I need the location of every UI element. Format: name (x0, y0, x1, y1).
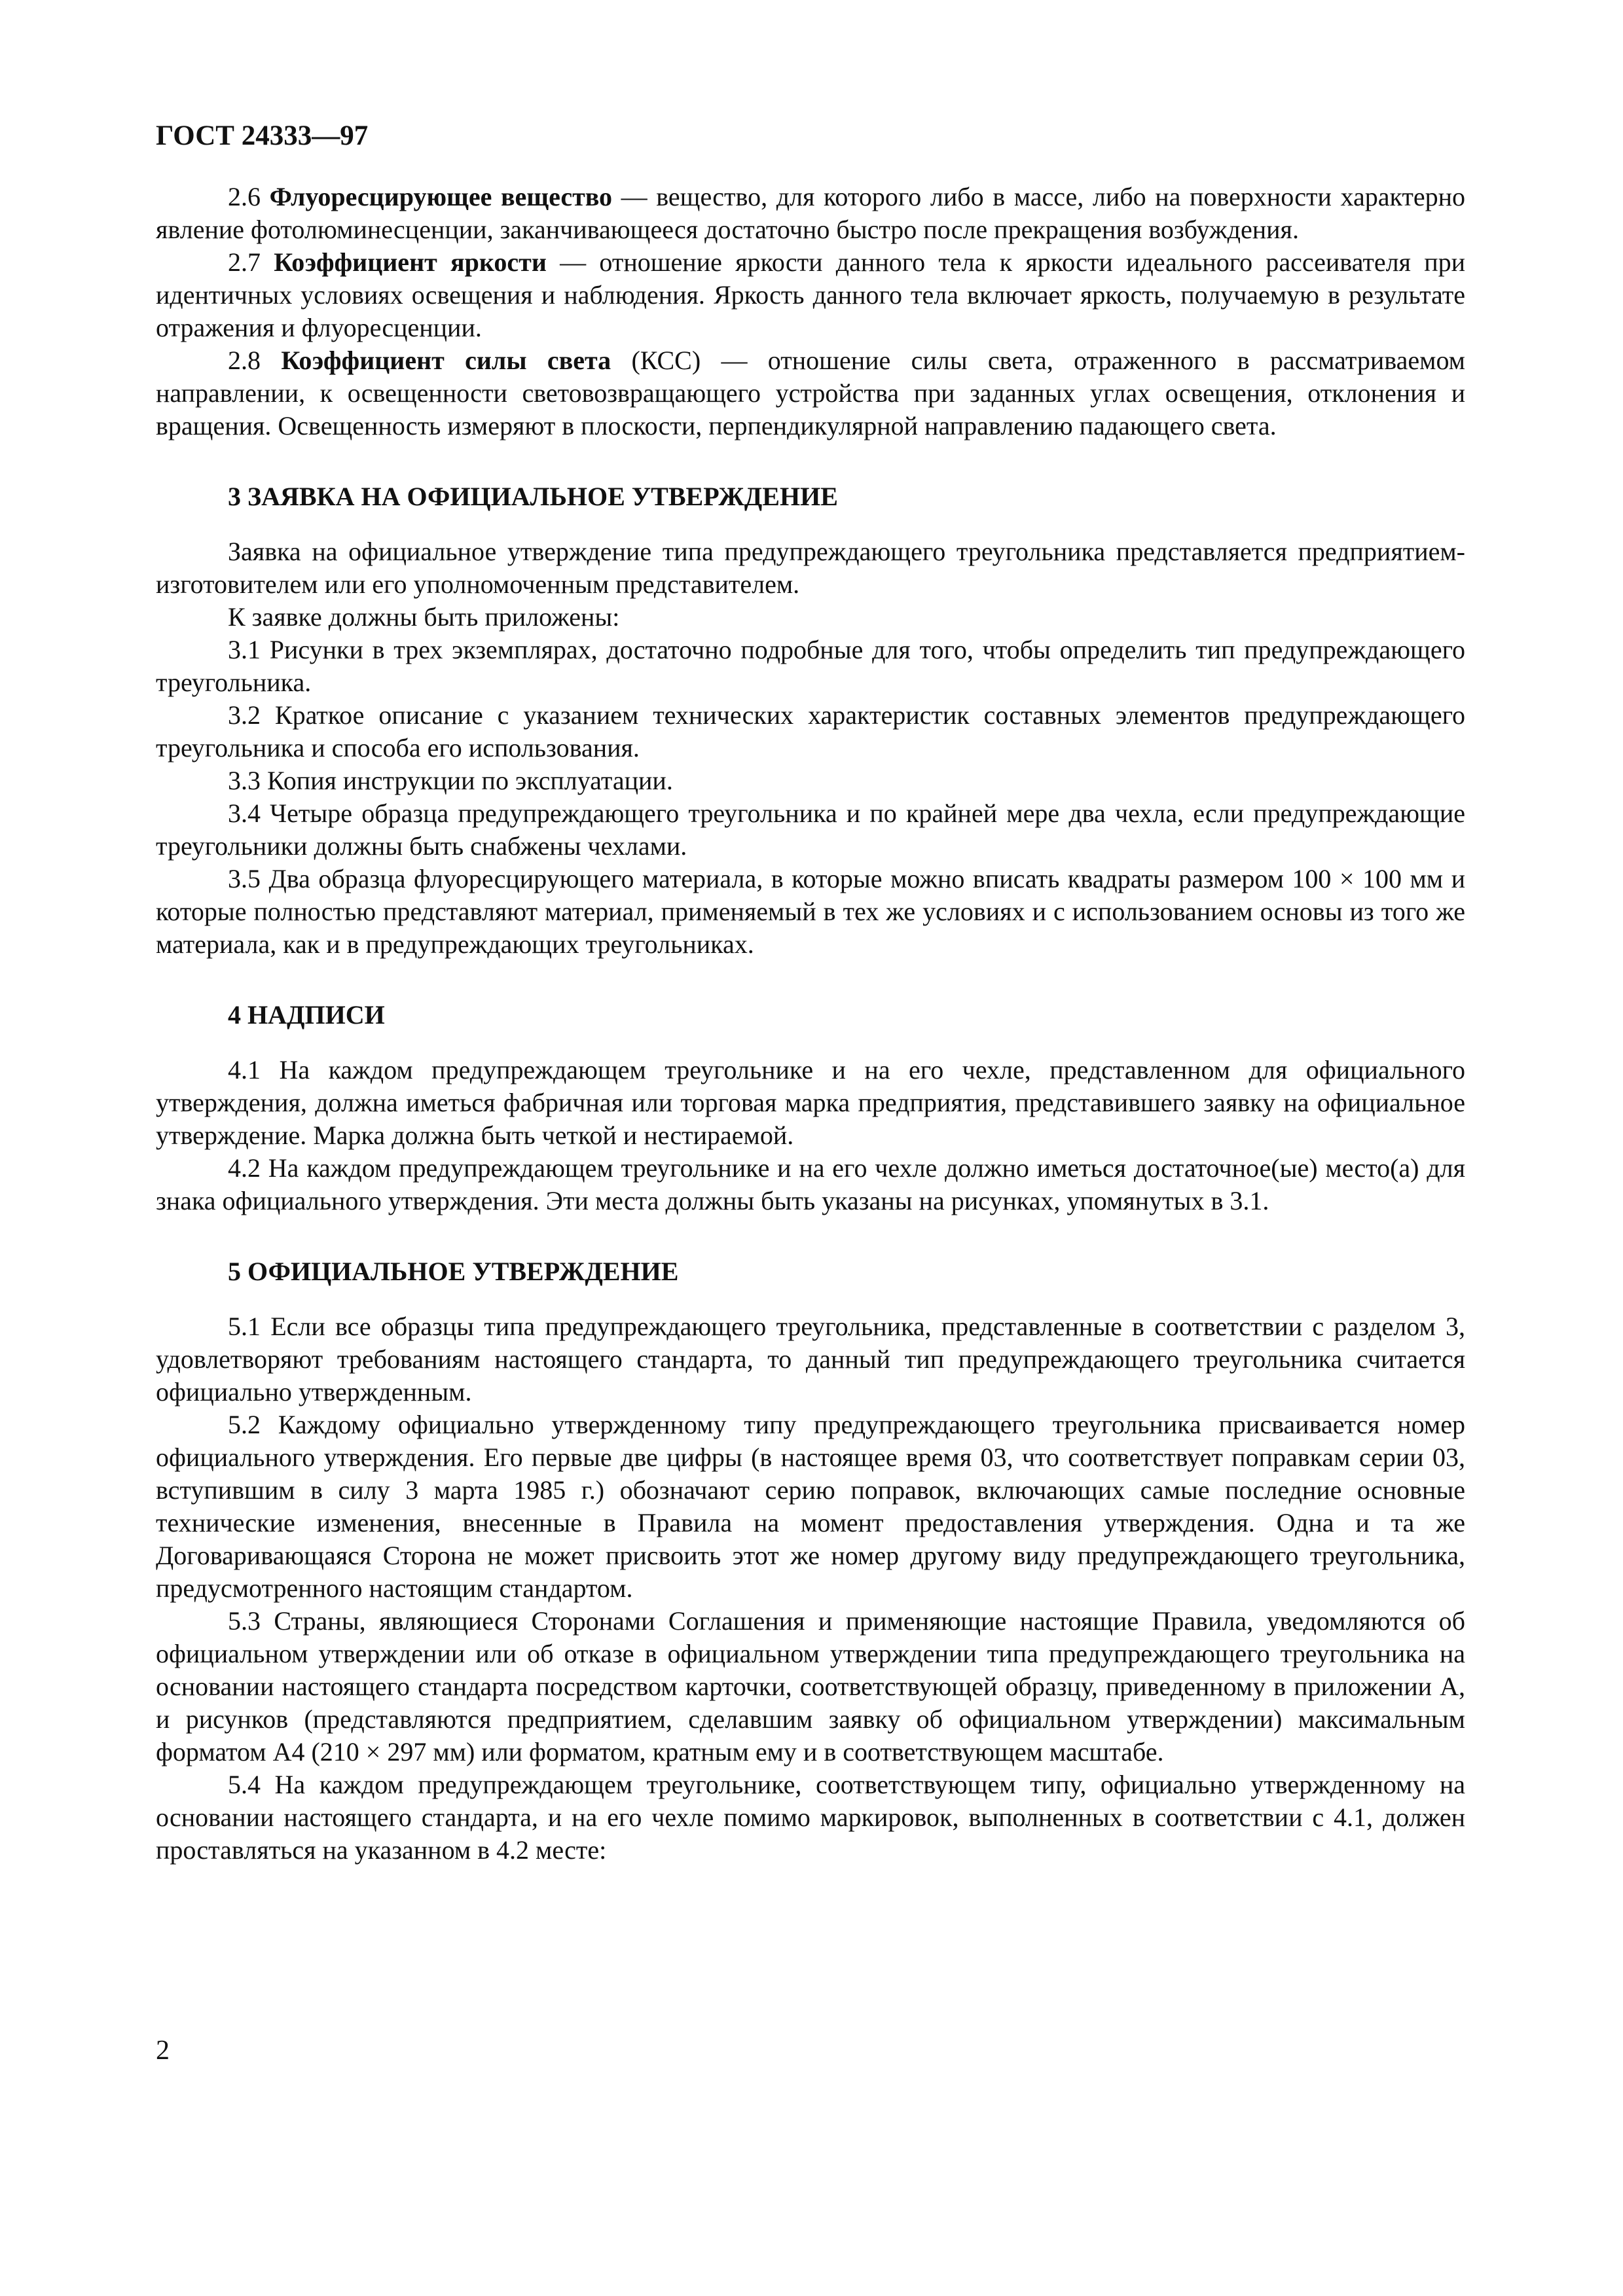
standard-designation: ГОСТ 24333—97 (156, 120, 369, 151)
definition-text: — вещество, для которого либо в массе, либо на поверхности характерно явление фотолюминесценции, заканчивающееся достаточно быстро после прекращения возбуждения. (156, 182, 1465, 244)
definition-text: (КСС) — отношение силы света, отраженного в рассматриваемом направлении, к освещенности световозвращающего устройства при заданных углах освещения, отклонения и вращения. Освещенность измеряют в плоскости, перпендикулярной направлению падающего света. (156, 346, 1465, 440)
definition-term: Коэффициент яркости (274, 247, 547, 277)
definition-2-6 (156, 181, 1465, 246)
document-page (156, 118, 1465, 1867)
section-paragraph: К заявке должны быть приложены: (228, 602, 620, 632)
clause-3-3: 3.3 Копия инструкции по эксплуатации. (228, 766, 673, 795)
definition-text: — отношение яркости данного тела к яркости идеального рассеивателя при идентичных условиях освещения и наблюдения. Яркость данного тела включает яркость, получаемую в результате отражения и флуоресценции. (156, 247, 1465, 342)
section-5-title: 5 ОФИЦИАЛЬНОЕ УТВЕРЖДЕНИЕ (228, 1257, 679, 1286)
definition-term: Флуоресцирующее вещество (269, 182, 613, 211)
clause-3-1: 3.1 Рисунки в трех экземплярах, достаточно подробные для того, чтобы определить тип предупреждающего треугольника. (156, 635, 1465, 697)
page-number: 2 (156, 2036, 170, 2066)
clause-4-1: 4.1 На каждом предупреждающем треугольнике и на его чехле, представленном для официального утверждения, должна иметься фабричная или торговая марка предприятия, представившего заявку на официальное утверждение. Марка должна быть четкой и нестираемой. (156, 1055, 1465, 1150)
definition-number: 2.6 (228, 182, 261, 211)
clause-5-1: 5.1 Если все образцы типа предупреждающего треугольника, представленные в соответствии с разделом 3, удовлетворяют требованиям настоящего стандарта, то данный тип предупреждающего треугольника считается официально утвержденным. (156, 1312, 1465, 1407)
definitions-block (156, 181, 1465, 442)
section-4-body (156, 1054, 1465, 1217)
clause-3-4: 3.4 Четыре образца предупреждающего треугольника и по крайней мере два чехла, если предупреждающие треугольники должны быть снабжены чехлами. (156, 798, 1465, 861)
clause-5-2: 5.2 Каждому официально утвержденному типу предупреждающего треугольника присваивается номер официального утверждения. Его первые две цифры (в настоящее время 03, что соответствует поправкам серии 03, вступившим в силу 3 марта 1985 г.) обозначают серию поправок, включающих самые последние основные технические изменения, внесенные в Правила на момент предоставления утверждения. Одна и та же Договаривающаяся Сторона не может присвоить этот же номер другому виду предупреждающего треугольника, предусмотренного настоящим стандартом. (156, 1410, 1465, 1603)
clause-4-2: 4.2 На каждом предупреждающем треугольнике и на его чехле должно иметься достаточное(ые) место(а) для знака официального утверждения. Эти места должны быть указаны на рисунках, упомянутых в 3.1. (156, 1153, 1465, 1215)
definition-term: Коэффициент силы света (281, 346, 611, 375)
clause-5-4: 5.4 На каждом предупреждающем треугольнике, соответствующем типу, официально утвержденному на основании настоящего стандарта, и на его чехле помимо маркировок, выполненных в соответствии с 4.1, должен проставляться на указанном в 4.2 месте: (156, 1770, 1465, 1865)
clause-3-2: 3.2 Краткое описание с указанием технических характеристик составных элементов предупреждающего треугольника и способа его использования. (156, 700, 1465, 762)
section-3-title: 3 ЗАЯВКА НА ОФИЦИАЛЬНОЕ УТВЕРЖДЕНИЕ (228, 482, 838, 511)
section-3-body (156, 535, 1465, 961)
definition-2-7 (156, 246, 1465, 344)
definition-2-8 (156, 344, 1465, 442)
section-paragraph: Заявка на официальное утверждение типа предупреждающего треугольника представляется предприятием-изготовителем или его уполномоченным представителем. (156, 537, 1465, 599)
clause-3-5: 3.5 Два образца флуоресцирующего материала, в которые можно вписать квадраты размером 100 × 100 мм и которые полностью представляют материал, применяемый в тех же условиях и с использованием основы из того же материала, как и в предупреждающих треугольниках. (156, 864, 1465, 959)
clause-5-3: 5.3 Страны, являющиеся Сторонами Соглашения и применяющие настоящие Правила, уведомляются об официальном утверждении или об отказе в официальном утверждении типа предупреждающего треугольника на основании настоящего стандарта посредством карточки, соответствующей образцу, приведенному в приложении А, и рисунков (представляются предприятием, сделавшим заявку об официальном утверждении) максимальным форматом А4 (210 × 297 мм) или форматом, кратным ему и в соответствующем масштабе. (156, 1606, 1465, 1767)
definition-number: 2.8 (228, 346, 261, 375)
section-4-title: 4 НАДПИСИ (228, 1000, 385, 1030)
section-5-body (156, 1310, 1465, 1867)
definition-number: 2.7 (228, 247, 261, 277)
